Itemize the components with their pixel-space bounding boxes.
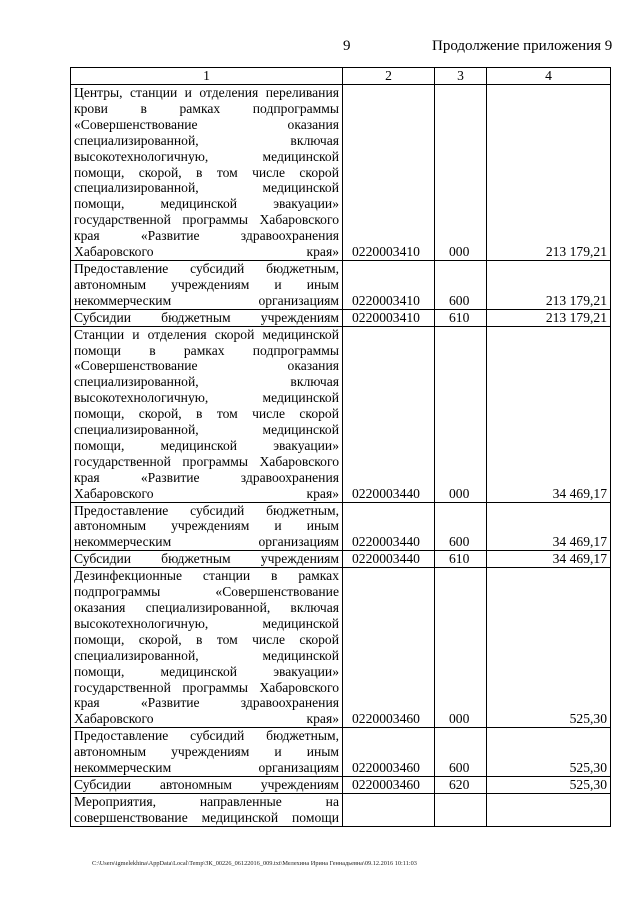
target-article-code: 0220003410 [343, 85, 435, 261]
description-line: Предоставление субсидий бюджетным, [74, 728, 339, 744]
budget-table [70, 67, 611, 827]
table-row [71, 551, 611, 568]
amount-value: 213 179,21 [487, 85, 611, 261]
description-line: государственной программы Хабаровского [74, 679, 339, 695]
row-description [71, 502, 343, 551]
description-line: специализированной, медицинской [74, 647, 339, 663]
description-line: Хабаровского края» [74, 244, 339, 260]
file-path-footer: C:\Users\igmelekhina\AppData\Local\Temp\ЗК_00226_06122016_009.txt\Мелехина Ирина Геннадьевна\09.12.2016 10:11:03 [92, 860, 417, 867]
target-article-code: 0220003440 [343, 502, 435, 551]
description-line: специализированной, медицинской [74, 422, 339, 438]
table-row [71, 260, 611, 309]
expense-type-code: 000 [435, 568, 487, 728]
row-description [71, 776, 343, 793]
amount-value [487, 793, 611, 826]
description-line: высокотехнологичную, медицинской [74, 148, 339, 164]
column-number: 3 [435, 68, 487, 85]
description-line: высокотехнологичную, медицинской [74, 615, 339, 631]
description-line: Предоставление субсидий бюджетным, [74, 260, 339, 276]
row-description [71, 793, 343, 826]
table-row [71, 793, 611, 826]
description-line: совершенствование медицинской помощи [74, 809, 339, 825]
table-row [71, 309, 611, 326]
description-line: Хабаровского края» [74, 711, 339, 727]
row-description [71, 309, 343, 326]
expense-type-code: 000 [435, 85, 487, 261]
column-number: 2 [343, 68, 435, 85]
amount-value: 525,30 [487, 776, 611, 793]
target-article-code: 0220003460 [343, 728, 435, 777]
target-article-code: 0220003460 [343, 568, 435, 728]
description-line: помощи, скорой, в том числе скорой [74, 164, 339, 180]
description-line: Субсидии автономным учреждениям [74, 776, 339, 792]
amount-value: 34 469,17 [487, 551, 611, 568]
column-number: 4 [487, 68, 611, 85]
table-row [71, 326, 611, 502]
continuation-caption: Продолжение приложения 9 [432, 38, 613, 54]
row-description [71, 326, 343, 502]
description-line: помощи, скорой, в том числе скорой [74, 406, 339, 422]
expense-type-code: 600 [435, 260, 487, 309]
description-line: Мероприятия, направленные на [74, 793, 339, 809]
description-line: Станции и отделения скорой медицинской [74, 326, 339, 342]
description-line: помощи, скорой, в том числе скорой [74, 631, 339, 647]
description-line: специализированной, включая [74, 132, 339, 148]
description-line: помощи, медицинской эвакуации» [74, 437, 339, 453]
table-row [71, 502, 611, 551]
expense-type-code: 610 [435, 551, 487, 568]
target-article-code [343, 793, 435, 826]
description-line: государственной программы Хабаровского [74, 453, 339, 469]
amount-value: 525,30 [487, 728, 611, 777]
amount-value: 213 179,21 [487, 309, 611, 326]
column-number: 1 [71, 68, 343, 85]
amount-value: 34 469,17 [487, 326, 611, 502]
description-line: «Совершенствование оказания [74, 358, 339, 374]
description-line: оказания специализированной, включая [74, 600, 339, 615]
page-number: 9 [343, 38, 351, 54]
description-line: Центры, станции и отделения переливания [74, 85, 339, 100]
description-line: «Совершенствование оказания [74, 116, 339, 132]
amount-value: 213 179,21 [487, 260, 611, 309]
table-row [71, 568, 611, 728]
description-line: некоммерческим организациям [74, 534, 339, 550]
target-article-code: 0220003460 [343, 776, 435, 793]
amount-value: 34 469,17 [487, 502, 611, 551]
expense-type-code: 600 [435, 728, 487, 777]
row-description [71, 568, 343, 728]
description-line: помощи, медицинской эвакуации» [74, 196, 339, 212]
row-description [71, 728, 343, 777]
expense-type-code [435, 793, 487, 826]
row-description [71, 85, 343, 261]
description-line: края «Развитие здравоохранения [74, 695, 339, 711]
target-article-code: 0220003410 [343, 309, 435, 326]
description-line: Дезинфекционные станции в рамках [74, 568, 339, 584]
description-line: края «Развитие здравоохранения [74, 228, 339, 244]
description-line: Субсидии бюджетным учреждениям [74, 551, 339, 567]
description-line: Хабаровского края» [74, 485, 339, 501]
description-line: подпрограммы «Совершенствование [74, 584, 339, 600]
table-row [71, 776, 611, 793]
target-article-code: 0220003440 [343, 551, 435, 568]
expense-type-code: 600 [435, 502, 487, 551]
description-line: крови в рамках подпрограммы [74, 100, 339, 116]
expense-type-code: 610 [435, 309, 487, 326]
description-line: специализированной, медицинской [74, 180, 339, 196]
description-line: государственной программы Хабаровского [74, 212, 339, 228]
description-line: помощи, медицинской эвакуации» [74, 663, 339, 679]
description-line: автономным учреждениям и иным [74, 518, 339, 534]
row-description [71, 260, 343, 309]
expense-type-code: 620 [435, 776, 487, 793]
table-row [71, 85, 611, 261]
description-line: некоммерческим организациям [74, 760, 339, 776]
description-line: специализированной, включая [74, 374, 339, 390]
description-line: некоммерческим организациям [74, 292, 339, 308]
description-line: автономным учреждениям и иным [74, 276, 339, 292]
target-article-code: 0220003440 [343, 326, 435, 502]
row-description [71, 551, 343, 568]
expense-type-code: 000 [435, 326, 487, 502]
table-row [71, 728, 611, 777]
description-line: Предоставление субсидий бюджетным, [74, 502, 339, 518]
description-line: высокотехнологичную, медицинской [74, 390, 339, 406]
column-number-row [71, 68, 611, 85]
target-article-code: 0220003410 [343, 260, 435, 309]
description-line: Субсидии бюджетным учреждениям [74, 309, 339, 325]
description-line: края «Развитие здравоохранения [74, 469, 339, 485]
amount-value: 525,30 [487, 568, 611, 728]
description-line: автономным учреждениям и иным [74, 744, 339, 760]
description-line: помощи в рамках подпрограммы [74, 342, 339, 358]
